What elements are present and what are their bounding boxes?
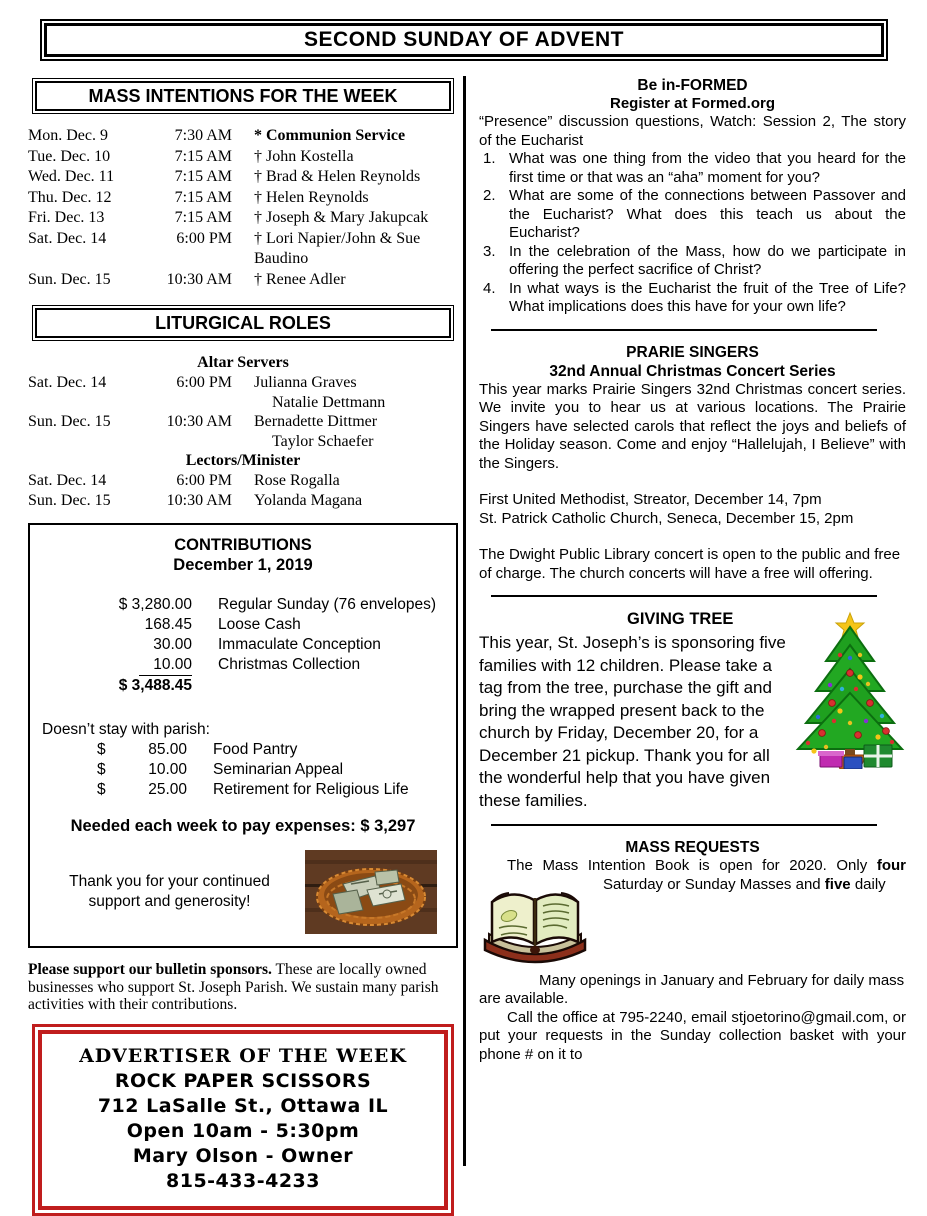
mass-day: Sat. Dec. 14 [28,229,107,247]
currency-sign: $ [97,781,106,798]
contributions-total-label [192,676,444,696]
formed-title: Be in-FORMED [637,77,748,94]
giving-tree-title: GIVING TREE [627,610,734,628]
page-title-box [40,19,888,61]
role-time: 6:00 PM [176,472,232,489]
question-number: 4. [483,279,496,297]
needed-expenses-line: Needed each week to pay expenses: $ 3,297 [70,817,416,835]
underlined-amount: 10.00 [139,655,192,676]
role-row [28,393,458,413]
role-time: 10:30 AM [166,413,232,430]
contribution-row [42,635,444,655]
question-number: 3. [483,242,496,260]
outside-label: Food Pantry [213,741,298,758]
thanks-row [42,850,444,934]
mass-time: 10:30 AM [166,270,232,288]
sponsor-note-lead: Please support our bulletin sponsors. [28,961,272,978]
formed-question [479,243,906,280]
section-divider [491,329,877,331]
formed-question [479,187,906,243]
advertiser-owner: Mary Olson - Owner [132,1144,354,1167]
role-name: Rose Rogalla [254,472,340,489]
mass-time: 7:30 AM [174,127,232,144]
section-divider [491,595,877,597]
christmas-tree-clipart [794,611,906,769]
contributions-title: CONTRIBUTIONS [174,536,312,554]
advertiser-heading: ADVERTISER OF THE WEEK [79,1044,407,1067]
outside-row [42,740,444,760]
mass-intention-row [28,147,458,168]
currency-sign: $ [97,741,106,758]
question-text: In the celebration of the Mass, how do we participate in offering the perfect sacrifice of Christ? [509,242,906,278]
mass-day [28,249,140,270]
formed-subtitle: Register at Formed.org [609,95,776,112]
mass-time: 7:15 AM [174,209,232,226]
mass-requests-paragraph [479,857,906,972]
prairie-body: This year marks Prairie Singers 32nd Christmas concert series. We invite you to hear us at various locations. The Prairie Singers have selected carols that reflect the joys and beliefs of the Holiday season. Come and enjoy “Hallelujah, I Believe” with the Singers. [479,380,906,472]
mr-text: daily [850,875,886,893]
role-time: 10:30 AM [166,491,232,509]
role-name: Natalie Dettmann [272,393,386,411]
mass-intention-row [28,270,458,291]
prairie-venue-1: First United Methodist, Streator, December 14, 7pm [479,491,822,508]
outside-amount: 25.00 [148,781,187,798]
formed-intro: “Presence” discussion questions, Watch: Session 2, The story of the Eucharist [479,113,906,149]
role-day [28,432,140,452]
contribution-label: Immaculate Conception [218,636,381,653]
role-day: Sun. Dec. 15 [28,491,111,509]
question-text: What was one thing from the video that you heard for the first time or that was an “aha” moment for you? [509,150,906,186]
mass-time: 7:15 AM [174,188,232,206]
mass-intention-row [28,167,458,188]
contribution-label: Christmas Collection [218,656,361,673]
spacer [42,760,97,780]
liturgical-roles-list [28,353,458,510]
spacer [42,780,97,800]
open-book-clipart [479,880,591,970]
contribution-amount: 168.45 [144,616,192,633]
giving-tree-body: This year, St. Joseph’s is sponsoring five families with 12 children. Please take a tag from the tree, purchase the gift and bring the wrapped present back to the church by Friday, December 20, for a December 21 pickup. Thank you for all the wonderful help that you have given these families. [479,633,786,810]
mass-time: 7:15 AM [174,147,232,165]
role-time: 6:00 PM [176,374,232,391]
advertiser-hours: Open 10am - 5:30pm [126,1119,360,1142]
mr-bold-four: four [876,857,906,874]
thanks-line2: support and generosity! [88,893,251,910]
outside-row [42,760,444,780]
mass-day: Mon. Dec. 9 [28,127,108,144]
contribution-label: Regular Sunday (76 envelopes) [218,596,436,613]
mass-time: 6:00 PM [176,229,232,247]
thanks-line1: Thank you for your continued [69,873,270,890]
role-day: Sat. Dec. 14 [28,374,107,391]
advertiser-inner [38,1030,448,1210]
prairie-note: The Dwight Public Library concert is open to the public and free of charge. The church concerts will have a free will offering. [479,546,901,582]
mr-text: Saturday or Sunday Masses and [603,875,825,893]
role-name: Yolanda Magana [254,491,363,509]
mass-day: Tue. Dec. 10 [28,147,111,165]
liturgical-roles-heading: LITURGICAL ROLES [35,308,451,338]
prairie-subtitle: 32nd Annual Christmas Concert Series [549,362,836,380]
formed-question [479,280,906,317]
section-divider [491,824,877,826]
mass-intention: † Helen Reynolds [254,188,369,206]
role-day [28,393,140,413]
mass-intention: † Brad & Helen Reynolds [254,168,421,185]
gift-blue [844,757,862,769]
outside-label: Retirement for Religious Life [213,781,409,798]
role-time [140,432,232,452]
page-title: SECOND SUNDAY OF ADVENT [44,23,884,57]
mass-day: Thu. Dec. 12 [28,188,112,206]
mass-intentions-list [28,126,458,290]
giving-tree-section [479,609,906,812]
mass-intention: † John Kostella [254,147,354,165]
mass-intentions-heading: MASS INTENTIONS FOR THE WEEK [35,81,451,111]
mass-intention: † Renee Adler [254,270,346,288]
role-row [28,491,458,511]
contribution-row [42,595,444,615]
sponsor-note [28,961,458,1014]
mass-day: Fri. Dec. 13 [28,209,105,226]
left-column [28,78,458,1216]
role-row [28,432,458,452]
mass-day: Sun. Dec. 15 [28,270,111,288]
altar-servers-label: Altar Servers [197,354,289,371]
outside-parish-label: Doesn’t stay with parish: [42,721,210,738]
mass-intention-continued: Baudino [254,250,309,267]
role-name: Bernadette Dittmer [254,413,378,430]
mass-intention-row [28,126,458,147]
currency-sign: $ [97,761,106,778]
advertiser-phone: 815-433-4233 [166,1169,320,1192]
mass-intention-row [28,208,458,229]
role-name: Julianna Graves [254,374,357,391]
spacer [42,740,97,760]
role-time [140,393,232,413]
role-day: Sat. Dec. 14 [28,472,107,489]
role-name: Taylor Schaefer [272,432,374,450]
outside-amount: 10.00 [148,761,187,778]
mass-intention: * Communion Service [254,127,406,144]
formed-question [479,150,906,187]
mr-text: The Mass Intention Book is open for 2020. Only [507,857,877,874]
contribution-row [42,655,444,676]
advertiser-box [32,1024,454,1216]
mass-requests-paragraph-2: Many openings in January and February for daily mass are available. [479,971,905,1007]
collection-basket-photo [305,850,437,934]
contribution-amount [42,655,192,676]
question-number: 2. [483,187,496,204]
sponsor-note-rest: These are locally owned businesses who support St. Joseph Parish. We sustain many parish activities with their contributions. [28,961,439,1013]
advertiser-address: 712 LaSalle St., Ottawa IL [97,1094,389,1117]
outside-amount: 85.00 [148,741,187,758]
liturgical-roles-header-box [32,305,454,341]
role-day: Sun. Dec. 15 [28,413,111,430]
contributions-box [28,523,458,948]
mr-bold-five: five [824,875,851,893]
role-row [28,373,458,393]
mass-intention: † Lori Napier/John & Sue [254,229,421,247]
mass-requests-paragraph-3: Call the office at 795-2240, email stjoetorino@gmail.com, or put your requests in the Sunday collection basket with your phone # on it to [479,1008,906,1063]
contributions-total-row [42,676,444,696]
role-row [28,412,458,432]
mass-time: 7:15 AM [174,168,232,185]
contribution-label: Loose Cash [218,616,301,633]
role-row [28,471,458,491]
contribution-amount: $ 3,280.00 [118,596,192,613]
lectors-label: Lectors/Minister [185,452,301,469]
outside-row [42,780,444,800]
prairie-venue-2: St. Patrick Catholic Church, Seneca, December 15, 2pm [479,509,854,527]
contribution-row [42,615,444,635]
question-text: In what ways is the Eucharist the fruit of the Tree of Life? What implications does this have for your own life? [509,279,906,315]
mass-intention-row [28,188,458,209]
mass-intentions-header-box [32,78,454,114]
mass-intention: † Joseph & Mary Jakupcak [254,209,429,226]
column-divider [463,76,466,1166]
outside-label: Seminarian Appeal [213,761,344,778]
contributions-date: December 1, 2019 [173,556,313,574]
contribution-amount: 30.00 [153,636,192,653]
advertiser-name: ROCK PAPER SCISSORS [114,1069,372,1092]
right-column [479,76,906,1064]
prairie-title: PRARIE SINGERS [626,343,759,361]
mass-day: Wed. Dec. 11 [28,168,115,185]
question-number: 1. [483,150,496,167]
mass-requests-title: MASS REQUESTS [625,839,760,856]
mass-time [140,249,232,270]
contributions-total: $ 3,488.45 [118,677,192,694]
thanks-text [42,872,297,912]
question-text: What are some of the connections between Passover and the Eucharist? What does this teach us about the Eucharist? [509,187,906,241]
mass-intention-row [28,229,458,250]
mass-intention-row-continuation [28,249,458,270]
